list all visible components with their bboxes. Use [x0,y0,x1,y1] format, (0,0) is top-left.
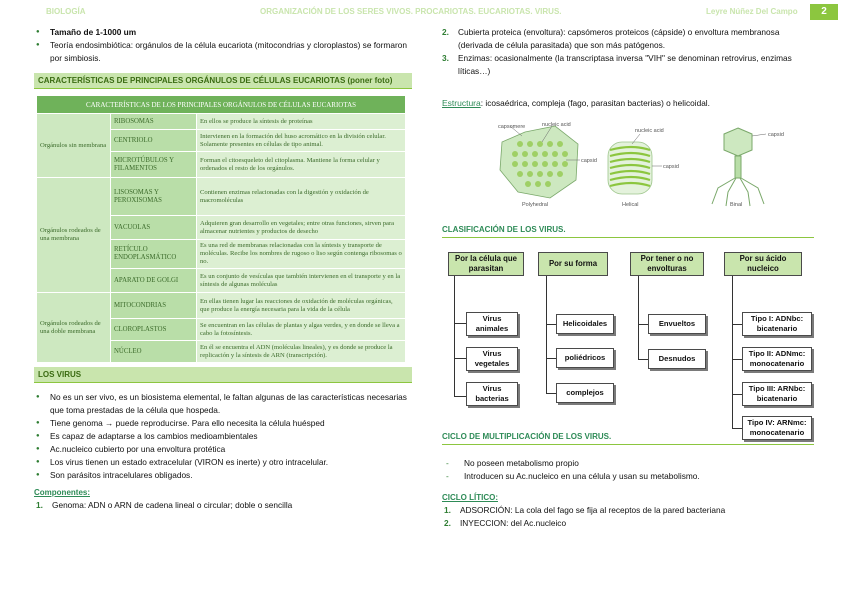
class-item: complejos [556,383,614,403]
organelle-desc: Es una red de membranas relacionadas con la síntesis y transporte de moléculas. Recibe los nombres de rugoso o liso según contenga ribosomas o no. [197,240,406,269]
item-text: Genoma: ADN o ARN de cadena lineal o circular; doble o sencilla [52,500,293,510]
divider [442,237,814,238]
connector [638,324,648,325]
class-item: Tipo II: ADNmc: monocatenario [742,347,812,371]
connector [732,359,742,360]
list-item [34,499,412,512]
organelle-name: APARATO DE GOLGI [111,269,197,293]
class-head-shape: Por su forma [538,252,608,276]
connector [546,358,556,359]
connector [454,396,466,397]
list-item: ● Son parásitos intracelulares obligados. [34,469,412,482]
lytic-steps [442,504,814,530]
class-item: Desnudos [648,349,706,369]
figure-label: Binal [730,202,743,208]
cycle-title: CICLO DE MULTIPLICACIÓN DE LOS VIRUS. [442,432,612,441]
item-number: 2. [444,518,451,528]
item-text: Enzimas: ocasionalmente (la transcriptasa inversa "VIH" se denominan retrovirus, enzimas líticas…) [458,53,792,76]
list-item: - Introducen su Ac.nucleico en una célula y usan su metabolismo. [442,470,814,483]
structure-line [442,98,710,108]
connector [546,324,556,325]
header-subject: BIOLOGÍA [46,7,86,16]
class-item: Virus vegetales [466,347,518,371]
class-item: poliédricos [556,348,614,368]
organelles-section-title: CARACTERÍSTICAS DE PRINCIPALES ORGÁNULOS DE CÉLULAS EUCARIOTAS (poner foto) [34,73,412,89]
page-header [0,0,848,22]
table-title: CARACTERÍSTICAS DE LOS PRINCIPALES ORGÁNULOS DE CÉLULAS EUCARIOTAS [37,96,406,114]
right-column [440,26,816,528]
structure-text: : icosaédrica, compleja (fago, parasitan bacterias) o helicoidal. [480,98,710,108]
lytic-label: CICLO LÍTICO: [442,493,498,502]
connector [546,276,547,394]
list-item [442,504,814,517]
classification-title: CLASIFICACIÓN DE LOS VIRUS. [442,225,566,234]
list-item [440,52,816,78]
class-item: Tipo IV: ARNmc: monocatenario [742,416,812,440]
components-label: Componentes: [34,488,90,497]
connector [732,324,742,325]
list-item: ● Ac.nucleico cubierto por una envoltura protética [34,443,412,456]
connector [732,276,733,428]
figure-label: capsid [581,158,597,164]
virus-section-title: LOS VIRUS [34,367,412,383]
header-topic: ORGANIZACIÓN DE LOS SERES VIVOS. PROCARIOTAS. EUCARIOTAS. VIRUS. [260,7,562,16]
organelle-desc: Adquieren gran desarrollo en vegetales; entre otras funciones, sirven para almacenar nutrientes y productos de desecho [197,216,406,240]
organelles-table [36,95,406,363]
class-item: Tipo I: ADNbc: bicatenario [742,312,812,336]
class-head-cell: Por la célula que parasitan [448,252,524,276]
page-number: 2 [810,4,838,20]
virus-shapes-figure [490,122,810,208]
class-item: Helicoidales [556,314,614,334]
components-list-part1 [34,499,412,512]
connector [454,276,455,396]
connector [454,358,466,359]
polyhedral-virus-icon [500,126,580,198]
item-number: 1. [444,505,451,515]
classification-title-block [442,225,814,238]
item-number: 2. [442,27,449,37]
class-item: Virus animales [466,312,518,336]
class-item: Tipo III: ARNbc: bicatenario [742,382,812,406]
list-item: ● Teoría endosimbiótica: orgánulos de la célula eucariota (mitocondrias y cloroplastos) se formaron por simbiosis. [34,39,412,65]
connector [638,359,648,360]
organelle-name: MICROTÚBULOS Y FILAMENTOS [111,152,197,178]
organelle-name: RIBOSOMAS [111,114,197,130]
class-item: Virus bacterias [466,382,518,406]
organelle-desc: Se encuentran en las células de plantas y algas verdes, y en donde se lleva a cabo la fotosíntesis. [197,319,406,341]
binal-phage-icon [712,128,766,206]
class-head-envelope: Por tener o no envolturas [630,252,704,276]
classification-diagram [440,252,816,452]
organelle-name: LISOSOMAS Y PEROXISOMAS [111,178,197,216]
helical-virus-icon [608,134,662,194]
item-text: ADSORCIÓN: La cola del fago se fija al receptos de la pared bacteriana [460,505,726,515]
virus-list [34,391,412,482]
organelle-desc: Forman el citoesqueleto del citoplasma. Mantiene la forma celular y ordenados el resto de los orgánulos. [197,152,406,178]
structure-label: Estructura [442,98,481,108]
list-item: - No poseen metabolismo propio [442,457,814,470]
header-author: Leyre Núñez Del Campo [706,7,798,16]
class-head-nucleic: Por su ácido nucleico [724,252,802,276]
organelle-desc: Intervienen en la formación del huso acromático en la división celular. Solamente presentes en células de tipo animal. [197,130,406,152]
list-item: ● Tiene genoma → puede reproducirse. Para ello necesita la célula huésped [34,417,412,430]
connector [546,393,556,394]
list-item: ● Es capaz de adaptarse a los cambios medioambientales [34,430,412,443]
item-text: Cubierta proteica (envoltura): capsómeros proteicos (cápside) o envoltura membranosa (derivada de célula parasitada) que son más patógenos. [458,27,780,50]
intro-list [34,26,412,65]
cycle-list [442,457,814,483]
list-item: ● No es un ser vivo, es un biosistema elemental, le faltan algunas de las características necesarias que toma prestadas de la célula que hospeda. [34,391,412,417]
organelle-desc: En ellas tienen lugar las reacciones de oxidación de moléculas orgánicas, que produce la energía necesaria para la vida de la célula [197,293,406,319]
list-item [442,517,814,530]
item-text: INYECCION: del Ac.nucleico [460,518,567,528]
figure-label: Polyhedral [522,202,548,208]
organelle-name: VACUOLAS [111,216,197,240]
components-list-part2 [440,26,816,78]
class-item: Envueltos [648,314,706,334]
figure-label: capsid [663,164,679,170]
divider [442,444,814,445]
organelle-name: NÚCLEO [111,341,197,363]
cycle-block [442,432,814,530]
connector [638,276,639,360]
figure-label: capsomere [498,124,526,130]
organelle-name: CLOROPLASTOS [111,319,197,341]
figure-label: capsid [768,132,784,138]
organelle-name: CENTRIOLO [111,130,197,152]
figure-label: nucleic acid [635,128,664,134]
organelle-name: RETÍCULO ENDOPLASMÁTICO [111,240,197,269]
list-item: ● Los virus tienen un estado extracelular (VIRON es inerte) y otro intracelular. [34,456,412,469]
list-item: ● Tamaño de 1-1000 um [34,26,412,39]
figure-label: Helical [622,202,639,208]
figure-label: nucleic acid [542,122,571,128]
item-number: 3. [442,53,449,63]
organelle-name: MITOCONDRIAS [111,293,197,319]
table-group-cell: Orgánulos sin membrana [37,114,111,178]
connector [732,394,742,395]
table-group-cell: Orgánulos rodeados de una membrana [37,178,111,293]
connector [454,323,466,324]
table-group-cell: Orgánulos rodeados de una doble membrana [37,293,111,363]
connector [732,428,742,429]
organelle-desc: Contienen enzimas relacionadas con la digestión y oxidación de macromoléculas [197,178,406,216]
organelle-desc: En él se encuentra el ADN (moléculas lineales), y es donde se produce la replicación y la síntesis de ARN (transcripción). [197,341,406,363]
left-column [34,26,412,512]
organelle-desc: Es un conjunto de vesículas que también intervienen en el transporte y en la síntesis de algunas moléculas [197,269,406,293]
item-number: 1. [36,500,43,510]
list-item [440,26,816,52]
organelle-desc: En ellos se produce la síntesis de proteínas [197,114,406,130]
